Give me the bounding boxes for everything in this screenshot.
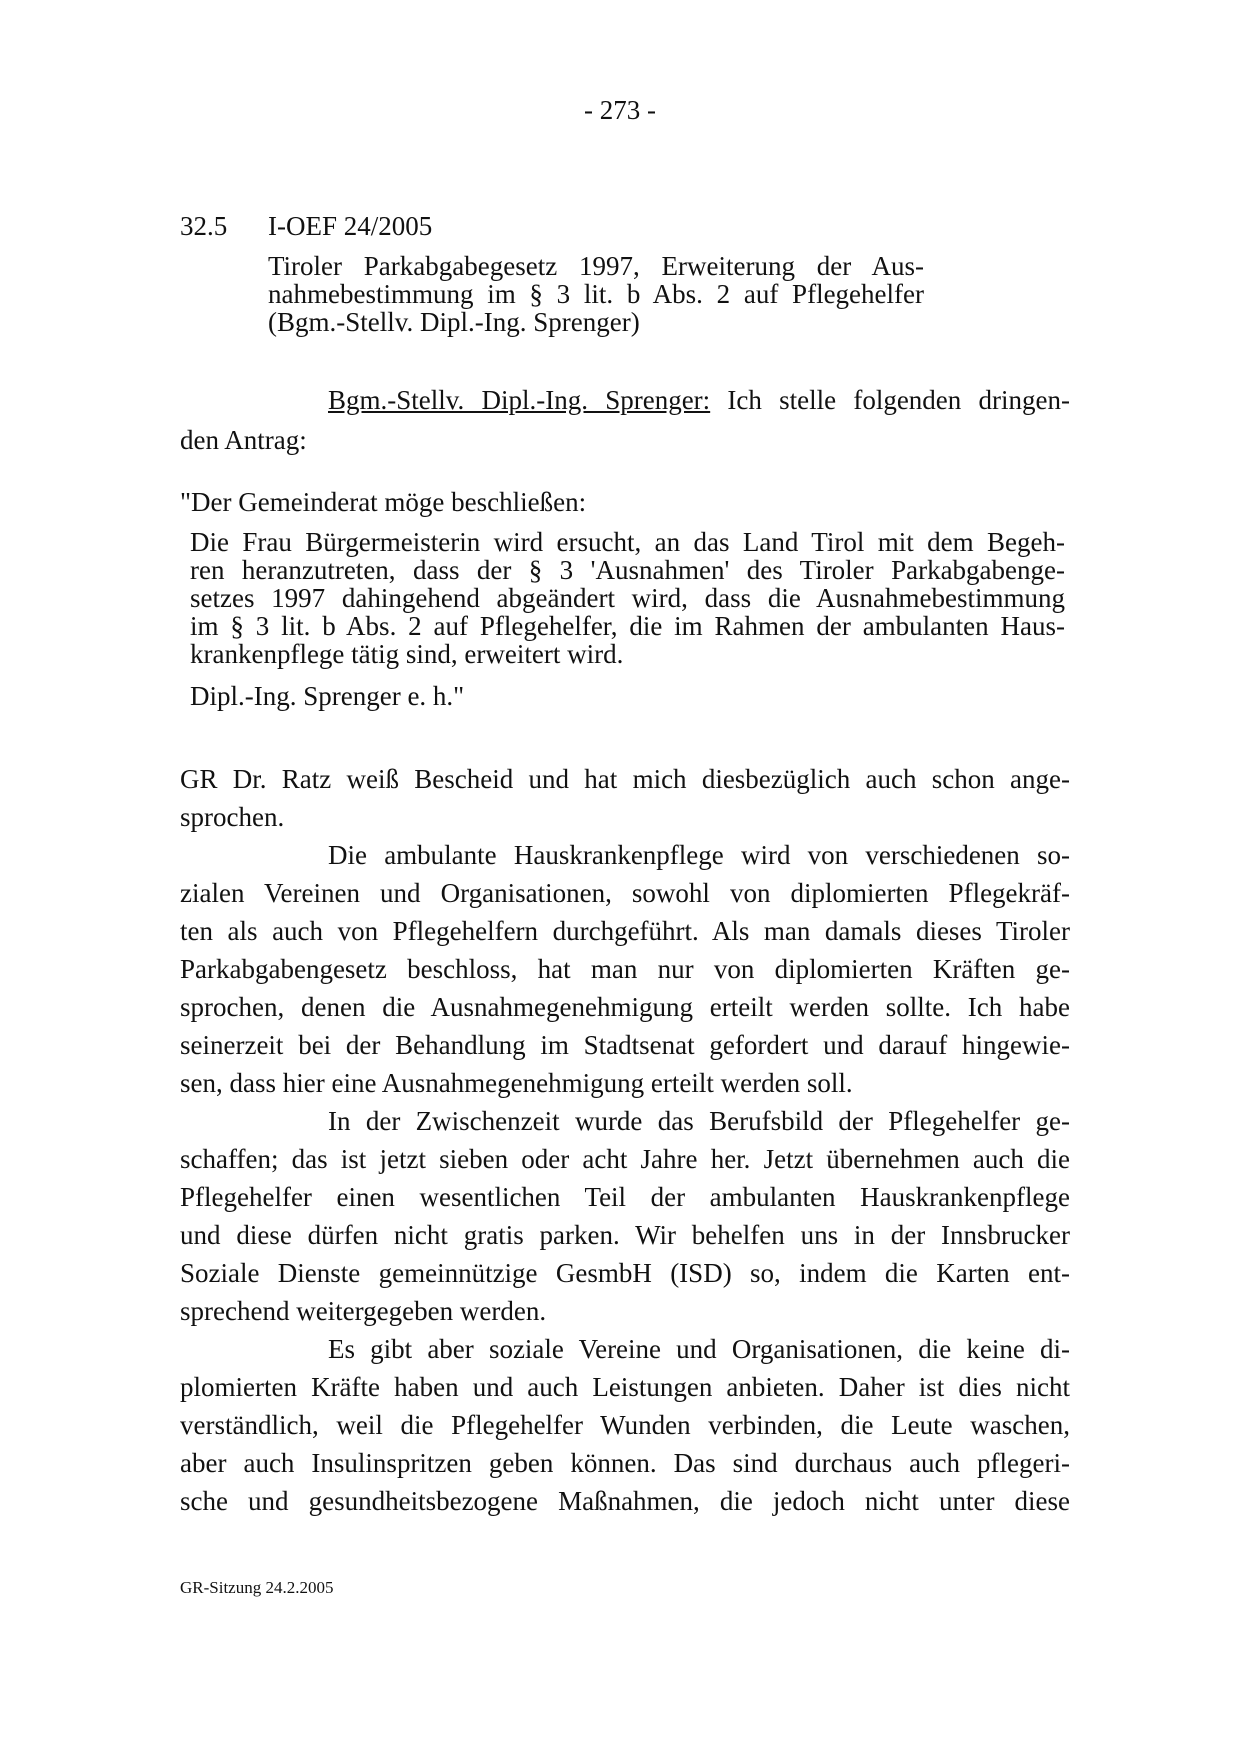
body-line: ten als auch von Pflegehelfern durchgeführt. Als man damals dieses Tiroler xyxy=(180,916,1070,946)
speaker-intro-text: Ich stelle folgenden dringen- xyxy=(710,385,1070,415)
title-line: Tiroler Parkabgabegesetz 1997, Erweiterung der Aus- xyxy=(268,251,924,281)
body-line: sprechend weitergegeben werden. xyxy=(180,1296,547,1326)
body-line: sche und gesundheitsbezogene Maßnahmen, die jedoch nicht unter diese xyxy=(180,1486,1070,1516)
body-line: Soziale Dienste gemeinnützige GesmbH (ISD) so, indem die Karten ent- xyxy=(180,1258,1070,1288)
speaker-intro-line-2: den Antrag: xyxy=(180,425,307,455)
body-line: GR Dr. Ratz weiß Bescheid und hat mich diesbezüglich auch schon ange- xyxy=(180,764,1070,794)
agenda-item-title xyxy=(268,252,924,336)
motion-body xyxy=(190,528,1065,668)
body-line: Die ambulante Hauskrankenpflege wird von verschiedenen so- xyxy=(328,840,1070,870)
body-line: sprochen, denen die Ausnahmegenehmigung erteilt werden sollte. Ich habe xyxy=(180,992,1070,1022)
speech-body xyxy=(180,760,1070,1520)
body-line: aber auch Insulinspritzen geben können. Das sind durchaus auch pflegeri- xyxy=(180,1448,1070,1478)
body-line: Pflegehelfer einen wesentlichen Teil der ambulanten Hauskrankenpflege xyxy=(180,1182,1070,1212)
body-line: verständlich, weil die Pflegehelfer Wunden verbinden, die Leute waschen, xyxy=(180,1410,1070,1440)
body-line: schaffen; das ist jetzt sieben oder acht Jahre her. Jetzt übernehmen auch die xyxy=(180,1144,1070,1174)
body-line: Es gibt aber soziale Vereine und Organisationen, die keine di- xyxy=(328,1334,1070,1364)
motion-signature: Dipl.-Ing. Sprenger e. h." xyxy=(190,681,465,711)
body-line: sprochen. xyxy=(180,802,285,832)
body-line: seinerzeit bei der Behandlung im Stadtsenat gefordert und darauf hingewie- xyxy=(180,1030,1070,1060)
agenda-item-heading xyxy=(180,210,432,242)
motion-line: krankenpflege tätig sind, erweitert wird. xyxy=(190,639,624,669)
motion-line: Die Frau Bürgermeisterin wird ersucht, an das Land Tirol mit dem Begeh- xyxy=(190,527,1065,557)
motion-intro: "Der Gemeinderat möge beschließen: xyxy=(180,487,587,517)
motion-line: im § 3 lit. b Abs. 2 auf Pflegehelfer, die im Rahmen der ambulanten Haus- xyxy=(190,611,1065,641)
body-line: Parkabgabengesetz beschloss, hat man nur von diplomierten Kräften ge- xyxy=(180,954,1070,984)
page-number: - 273 - xyxy=(584,95,656,125)
speaker-intro xyxy=(180,380,1070,460)
speaker-intro-line xyxy=(180,380,1070,420)
motion-line: ren heranzutreten, dass der § 3 'Ausnahmen' des Tiroler Parkabgabenge- xyxy=(190,555,1065,585)
title-line: nahmebestimmung im § 3 lit. b Abs. 2 auf Pflegehelfer xyxy=(268,279,924,309)
motion-line: setzes 1997 dahingehend abgeändert wird, dass die Ausnahmebestimmung xyxy=(190,583,1065,613)
agenda-item-reference: I-OEF 24/2005 xyxy=(268,211,433,241)
body-line: plomierten Kräfte haben und auch Leistungen anbieten. Daher ist dies nicht xyxy=(180,1372,1070,1402)
page-footer: GR-Sitzung 24.2.2005 xyxy=(180,1578,334,1597)
body-line: In der Zwischenzeit wurde das Berufsbild der Pflegehelfer ge- xyxy=(328,1106,1070,1136)
speaker-name: Bgm.-Stellv. Dipl.-Ing. Sprenger: xyxy=(328,385,711,415)
title-line: (Bgm.-Stellv. Dipl.-Ing. Sprenger) xyxy=(268,307,640,337)
body-line: und diese dürfen nicht gratis parken. Wir behelfen uns in der Innsbrucker xyxy=(180,1220,1070,1250)
body-line: sen, dass hier eine Ausnahmegenehmigung erteilt werden soll. xyxy=(180,1068,853,1098)
body-line: zialen Vereinen und Organisationen, sowohl von diplomierten Pflegekräf- xyxy=(180,878,1070,908)
agenda-item-number: 32.5 xyxy=(180,211,228,241)
